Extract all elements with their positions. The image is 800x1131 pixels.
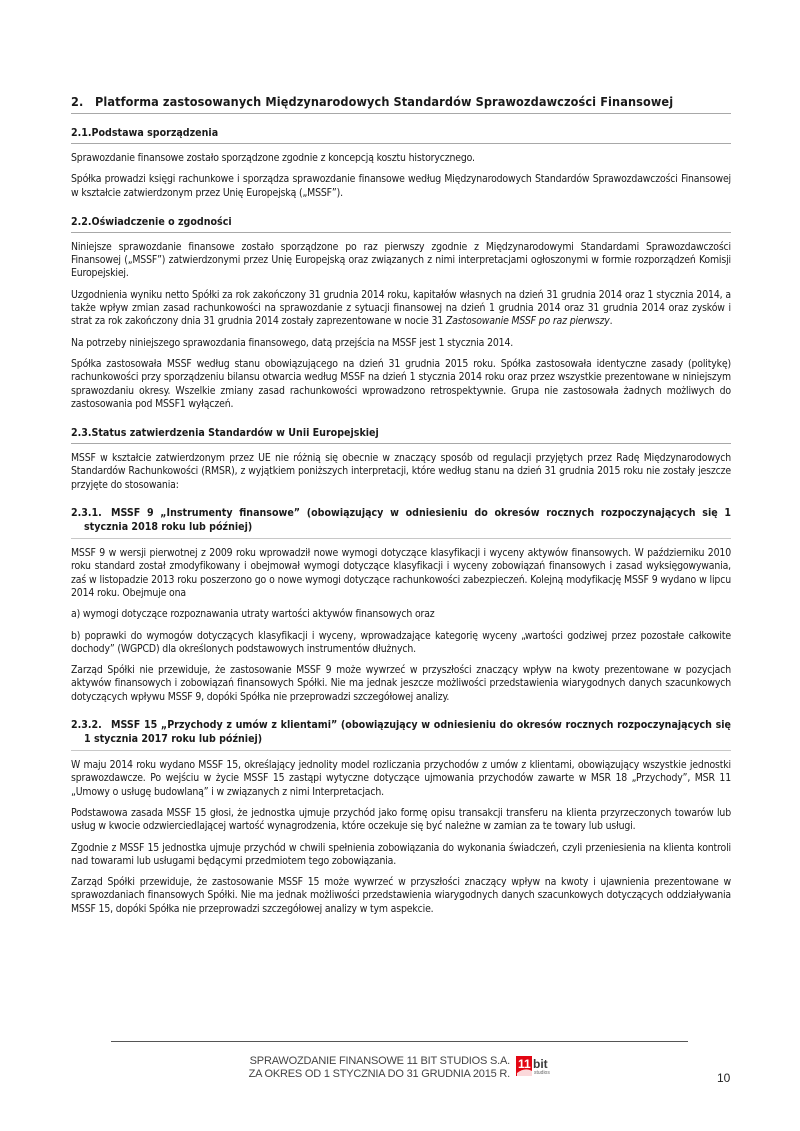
svg-text:11: 11	[518, 1057, 531, 1071]
company-logo-icon	[515, 1055, 559, 1077]
footer-divider	[111, 1041, 688, 1042]
paragraph-text: .	[609, 315, 613, 328]
section-heading-2	[71, 93, 731, 114]
section-title: Status zatwierdzenia Standardów w Unii Europejskiej	[91, 427, 379, 440]
section-number: 2.3.	[71, 427, 92, 440]
paragraph: MSSF w kształcie zatwierdzonym przez UE nie różnią się obecnie w znaczący sposób od regulacji przyjętych przez Radę Międzynarodowych Standardów Rachunkowości (RMSR), z wyjątkiem poniższych interpretacji, które według stanu na dzień 31 grudnia 2015 roku nie zostały jeszcze przyjęte do stosowania:	[71, 452, 731, 491]
paragraph: Na potrzeby niniejszego sprawozdania finansowego, datą przejścia na MSSF jest 1 stycznia 2014.	[71, 336, 514, 349]
paragraph: Spółka prowadzi księgi rachunkowe i sporządza sprawozdanie finansowe według Międzynarodowych Standardów Sprawozdawczości Finansowej w kształcie zatwierdzonym przez Unię Europejską („MSSF”).	[71, 173, 731, 199]
paragraph-text: Uzgodnienia wyniku netto Spółki za rok zakończony 31 grudnia 2014 roku, kapitałów własnych na dzień 31 grudnia 2014 oraz 1 stycznia 2014, a także wpływ zmian zasad rachunkowości na sprawozdanie z sytuacji finansowej na dzień 1 grudnia 2014 oraz 31 grudnia 2014 oraz zysków i strat za rok zakończony dnia 31 grudnia 2014 zostały zaprezentowane w nocie 31	[71, 288, 731, 328]
paragraph: Niniejsze sprawozdanie finansowe zostało sporządzone po raz pierwszy zgodnie z Międzynarodowymi Standardami Sprawozdawczości Finansowej („MSSF”) zatwierdzonymi przez Unię Europejską oraz związanych z nimi interpretacjami ogłoszonymi w formie rozporządzeń Komisji Europejskiej.	[71, 240, 731, 280]
section-heading-2-2	[71, 215, 731, 233]
list-item: b) poprawki do wymogów dotyczących klasyfikacji i wyceny, wprowadzające kategorię wyceny „wartości godziwej przez pozostałe całkowite dochody” (WGPCD) dla określonych podstawowych instrumentów dłużnych.	[71, 629, 731, 655]
paragraph: Zarząd Spółki nie przewiduje, że zastosowanie MSSF 9 może wywrzeć w przyszłości znaczący wpływ na kwoty prezentowane w pozycjach aktywów finansowych i zobowiązań finansowych Spółki. Nie ma jednak jeszcze możliwości przedstawienia wiarygodnych danych szacunkowych dotyczących wpływu MSSF 9, dopóki Spółka nie przeprowadzi szczegółowej analizy.	[71, 664, 731, 703]
paragraph	[71, 289, 731, 329]
section-number: 2.1.	[71, 127, 92, 139]
paragraph: Podstawowa zasada MSSF 15 głosi, że jednostka ujmuje przychód jako formę opisu transakcji transferu na klienta przyrzeczonych towarów lub usług w kwocie odzwierciedlającej wartość wynagrodzenia, które oczekuje się być należne w zamian za te towary lub usługi.	[71, 806, 731, 833]
paragraph: Sprawozdanie finansowe zostało sporządzone zgodnie z koncepcją kosztu historycznego.	[71, 152, 475, 164]
section-number: 2.	[71, 94, 84, 109]
paragraph: W maju 2014 roku wydano MSSF 15, określający jednolity model rozliczania przychodów z umów z klientami, obowiązujący wszystkie jednostki sprawozdawcze. Po wejściu w życie MSSF 15 zastąpi wytyczne dotyczące ujmowania przychodów zawarte w MSR 18 „Przychody”, MSR 11 „Umowy o usługę budowlaną” i w związanych z nimi Interpretacjach.	[71, 759, 731, 798]
section-heading-2-1	[71, 126, 731, 144]
section-title: Platforma zastosowanych Międzynarodowych Standardów Sprawozdawczości Finansowej	[95, 94, 674, 109]
section-title: MSSF 15 „Przychody z umów z klientami” (obowiązujący w odniesieniu do okresów rocznych rozpoczynających się 1 stycznia 2017 roku lub później)	[84, 719, 731, 745]
paragraph: Zarząd Spółki przewiduje, że zastosowanie MSSF 15 może wywrzeć w przyszłości znaczący wpływ na kwoty i ujawnienia prezentowane w sprawozdaniach finansowych Spółki. Nie ma jednak możliwości przedstawienia wiarygodnych danych szacunkowych dotyczących oddziaływania MSSF 15, dopóki Spółka nie przeprowadzi szczegółowej analizy w tym aspekcie.	[71, 876, 731, 915]
section-title: Podstawa sporządzenia	[91, 127, 219, 139]
note-reference: Zastosowanie MSSF po raz pierwszy	[445, 315, 610, 328]
footer-text	[210, 1055, 510, 1081]
paragraph: MSSF 9 w wersji pierwotnej z 2009 roku wprowadził nowe wymogi dotyczące klasyfikacji i wyceny aktywów finansowych. W październiku 2010 roku standard został zmodyfikowany i obejmował wymogi dotyczące klasyfikacji i wyceny zobowiązań finansowych i zasad wyksięgowywania, zaś w listopadzie 2013 roku poszerzono go o nowe wymogi dotyczące rachunkowości zabezpieczeń. Kolejną modyfikację MSSF 9 wydano w lipcu 2014 roku. Obejmuje ona	[71, 547, 731, 599]
list-item: a) wymogi dotyczące rozpoznawania utraty wartości aktywów finansowych oraz	[71, 608, 435, 621]
section-number: 2.3.2.	[71, 719, 102, 732]
section-heading-2-3-1	[71, 507, 731, 539]
section-title: Oświadczenie o zgodności	[91, 215, 232, 228]
section-number: 2.2.	[71, 215, 92, 228]
svg-text:studios: studios	[534, 1070, 550, 1076]
page-number: 10	[717, 1071, 731, 1085]
footer-line-1: SPRAWOZDANIE FINANSOWE 11 BIT STUDIOS S.A.	[249, 1055, 510, 1067]
footer-line-2: ZA OKRES OD 1 STYCZNIA DO 31 GRUDNIA 2015 R.	[248, 1068, 510, 1080]
svg-text:bit: bit	[533, 1057, 548, 1071]
paragraph: Spółka zastosowała MSSF według stanu obowiązującego na dzień 31 grudnia 2015 roku. Spółka zastosowała identyczne zasady (politykę) rachunkowości przy sporządzeniu bilansu otwarcia według MSSF na dzień 1 stycznia 2014 roku oraz przez wszystkie prezentowane w niniejszym sprawozdaniu okresy. Wszelkie zmiany zasad rachunkowości wprowadzono retrospektywnie. Grupa nie zastosowała żadnych możliwych do zastosowania pod MSSF1 wyłączeń.	[71, 357, 731, 410]
section-heading-2-3-2	[71, 719, 731, 751]
paragraph: Zgodnie z MSSF 15 jednostka ujmuje przychód w chwili spełnienia zobowiązania do wykonania świadczeń, czyli przeniesienia na klienta kontroli nad towarami lub usługami będącymi przedmiotem tego zobowiązania.	[71, 841, 731, 867]
document-page	[71, 93, 731, 924]
section-heading-2-3	[71, 426, 731, 444]
section-title: MSSF 9 „Instrumenty finansowe” (obowiązujący w odniesieniu do okresów rocznych rozpoczynających się 1 stycznia 2018 roku lub później)	[84, 507, 731, 533]
section-number: 2.3.1.	[71, 507, 102, 520]
